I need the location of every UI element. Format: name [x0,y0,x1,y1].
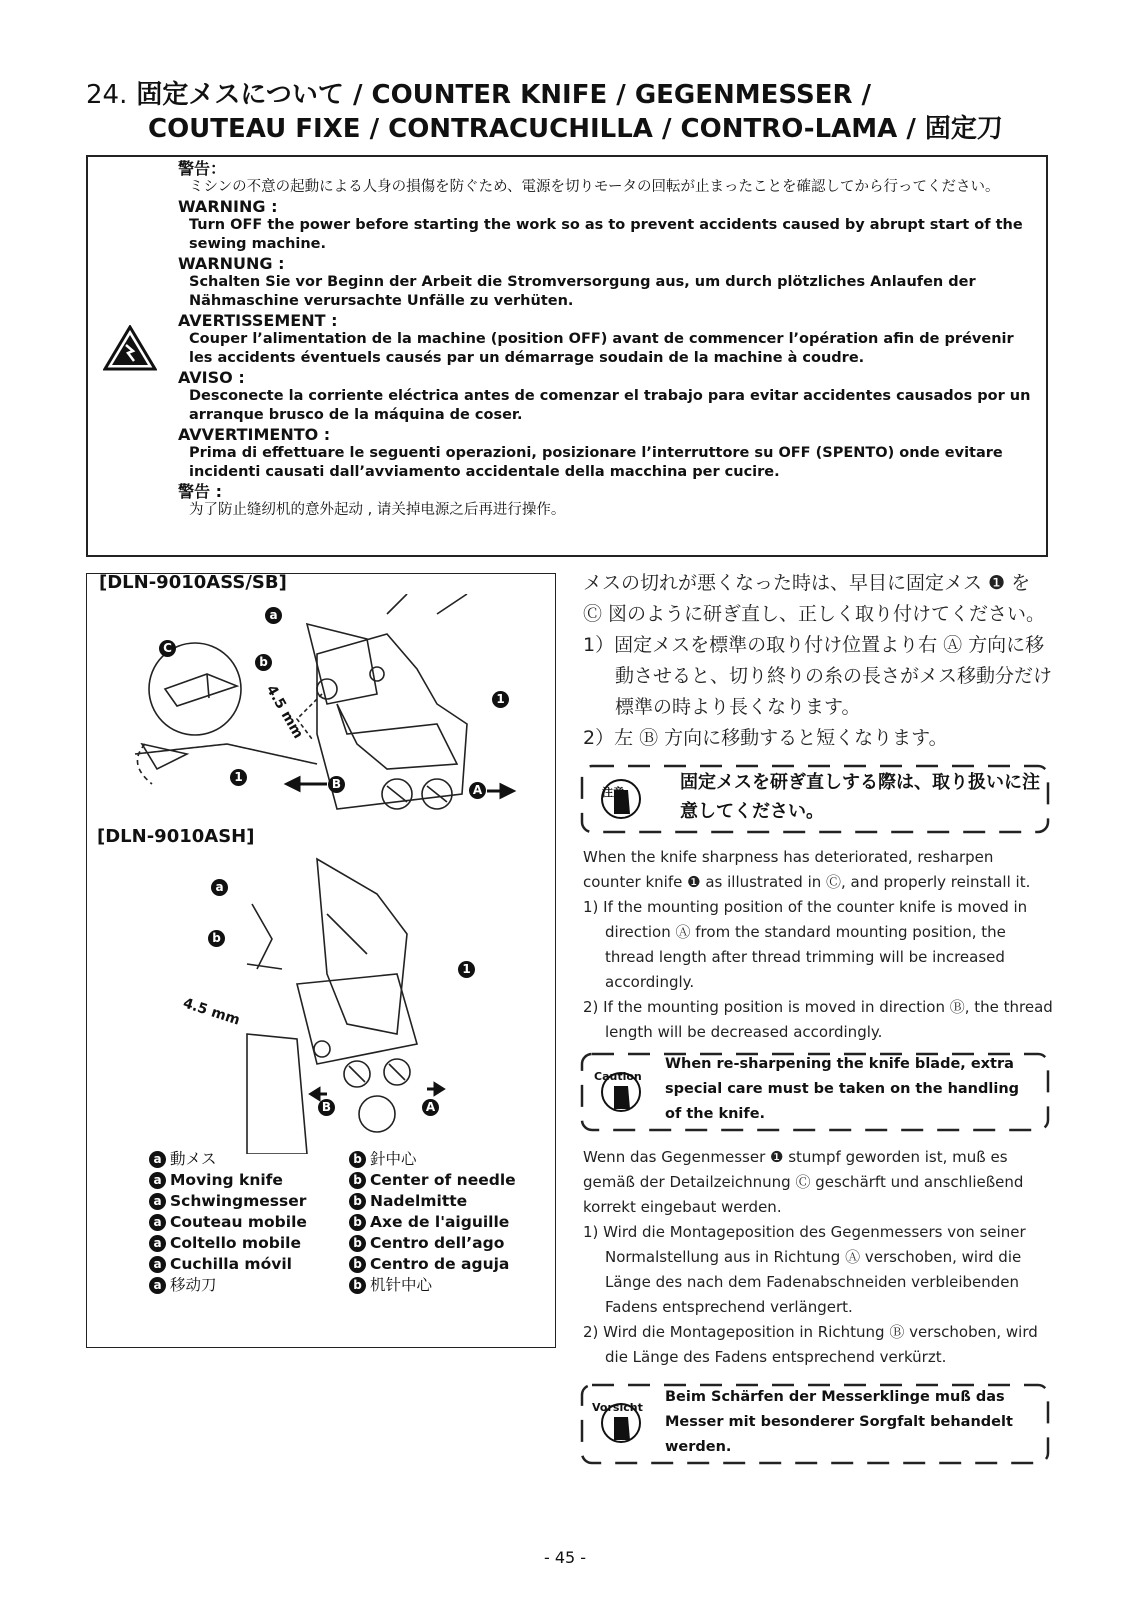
caution-box-en [580,1052,1050,1132]
mark-one-2: 1 [458,961,475,978]
warning-body-zh: 为了防止缝纫机的意外起动 , 请关掉电源之后再进行操作。 [189,502,566,518]
warning-body-de: Schalten Sie vor Beginn der Arbeit die Stromversorgung aus, um durch plötzliches Anlaufen der Nähmaschine verursachte Unfälle zu verhüten. [189,274,976,309]
mark-A: A [469,782,486,799]
de-para-3: 2) Wird die Montageposition in Richtung Ⓑ verschoben, wird die Länge des Fadens entsprechend verkürzt. [583,1323,1038,1366]
legend-moving-knife: a 動メス a Moving knife a Schwingmesser a Couteau mobile a Coltello mobile a Cuchilla móvil a 移动刀 [149,1149,307,1296]
mark-a-2: a [211,879,228,896]
warning-head-en: WARNING : [178,197,278,216]
warning-body-es: Desconecte la corriente eléctrica antes de comenzar el trabajo para evitar accidentes causados por un arranque brusco de la máquina de coser. [189,388,1031,423]
electric-hazard-icon [103,325,157,371]
page-title [86,78,1003,146]
warning-head-fr: AVERTISSEMENT : [178,311,338,330]
dimension-label-2: 4.5 mm [180,995,242,1029]
caution-box-jp [580,764,1050,834]
caution-label-jp: 注意 [602,786,624,799]
dimension-label-1: 4.5 mm [262,682,307,742]
title-line-1: 固定メスについて / COUNTER KNIFE / GEGENMESSER / [136,80,872,110]
en-para-3: 2) If the mounting position is moved in direction Ⓑ, the thread length will be decreased accordingly. [583,998,1053,1041]
jp-instructions [583,568,1053,754]
warning-body-it: Prima di effettuare le seguenti operazioni, posizionare l’interruttore su OFF (SPENTO) onde evitare incidenti causati dall’avviamento accidentale della macchina per cucire. [189,445,1003,480]
de-para-2: 1) Wird die Montageposition des Gegenmessers von seiner Normalstellung aus in Richtung Ⓐ verschoben, wird die Länge des nach dem Fadenabschneiden verbleibenden Fadens entsprechend verlängert. [583,1223,1026,1316]
mark-c: C [159,640,176,657]
mark-b-2: b [208,930,225,947]
knife-illustration [87,594,557,1154]
jp-para-2: 1）固定メスを標準の取り付け位置より右 Ⓐ 方向に移動させると、切り終りの糸の長さがメス移動分だけ標準の時より長くなります。 [583,634,1053,718]
warning-head-de: WARNUNG : [178,254,285,273]
page-number: - 45 - [543,1548,587,1567]
mark-one-detail: 1 [230,769,247,786]
mark-B: B [328,776,345,793]
warning-box [86,155,1048,557]
warning-body-jp: ミシンの不意の起動による人身の損傷を防ぐため、電源を切りモータの回転が止まったことを確認してから行ってください。 [189,179,1000,195]
knife-detail [165,674,237,706]
warning-body-fr: Couper l’alimentation de la machine (position OFF) avant de commencer l’opération afin de prévenir les accidents éventuels causés par un démarrage soudain de la machine à coudre. [189,331,1014,366]
warning-head-zh: 警告 : [178,482,222,501]
warning-head-it: AVVERTIMENTO : [178,425,331,444]
title-line-2: COUTEAU FIXE / CONTRACUCHILLA / CONTRO-LAMA / 固定刀 [148,114,1003,144]
en-para-1: When the knife sharpness has deteriorated, resharpen counter knife ❶ as illustrated in Ⓒ, and properly reinstall it. [583,848,1031,891]
jp-para-3: 2）左 Ⓑ 方向に移動すると短くなります。 [583,727,948,749]
mark-one: 1 [492,691,509,708]
legend-needle-center: b 針中心 b Center of needle b Nadelmitte b Axe de l'aiguille b Centro dell’ago b Centro de aguja b 机针中心 [349,1149,516,1296]
caution-label-en: Caution [594,1070,642,1083]
en-instructions [583,845,1053,1045]
moving-knife-outline-2 [317,859,407,1034]
jp-para-1: メスの切れが悪くなった時は、早目に固定メス ❶ を Ⓒ 図のように研ぎ直し、正しく取り付けてください。 [583,572,1046,625]
caution-text-en: When re-sharpening the knife blade, extra special care must be taken on the handling of the knife. [665,1056,1020,1122]
figure-label-ash: [DLN-9010ASH] [97,826,255,847]
de-instructions [583,1145,1053,1370]
warning-head-es: AVISO : [178,368,245,387]
caution-box-de [580,1383,1050,1465]
caution-label-de: Vorsicht [592,1401,643,1414]
section-number: 24. [86,80,128,110]
caution-text-de: Beim Schärfen der Messerklinge muß das Messer mit besonderer Sorgfalt behandelt werden. [665,1389,1013,1455]
figure-box [86,573,556,1348]
mark-A-2: A [422,1099,439,1116]
mark-B-2: B [318,1099,335,1116]
de-para-1: Wenn das Gegenmesser ❶ stumpf geworden ist, muß es gemäß der Detailzeichnung Ⓒ geschärft und anschließend korrekt eingebaut werden. [583,1148,1024,1216]
mark-a: a [265,607,282,624]
figure-label-ass: [DLN-9010ASS/SB] [99,572,287,593]
caution-text-jp: 固定メスを研ぎ直しする際は、取り扱いに注意してください。 [680,772,1040,822]
en-para-2: 1) If the mounting position of the counter knife is moved in direction Ⓐ from the standard mounting position, the thread length after thread trimming will be increased accordingly. [583,898,1028,991]
mark-b: b [255,654,272,671]
warning-head-jp: 警告： [178,159,227,178]
warning-body-en: Turn OFF the power before starting the work so as to prevent accidents caused by abrupt start of the sewing machine. [189,217,1023,252]
